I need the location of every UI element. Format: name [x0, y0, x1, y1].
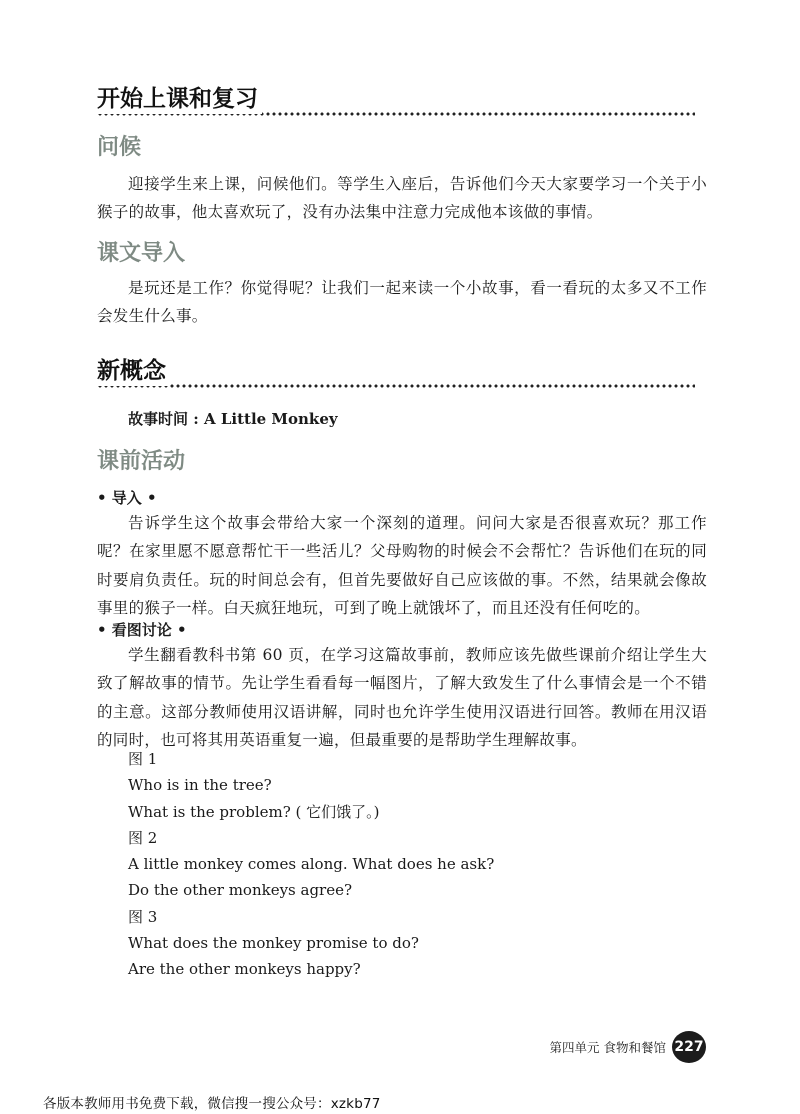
page-number-badge: 227 [672, 1031, 706, 1063]
list-item: What does the monkey promise to do? [128, 934, 419, 953]
dotted-rule [97, 384, 695, 388]
section-header-new-concepts [97, 356, 695, 390]
story-time-label: 故事时间 : A Little Monkey [128, 410, 338, 428]
pre-activities-heading: 课前活动 [97, 449, 186, 474]
intro-paragraph: 告诉学生这个故事会带给大家一个深刻的道理。问问大家是否很喜欢玩？那工作呢？在家里愿不愿意帮忙干一些活儿？父母购物的时候会不会帮忙？告诉他们在玩的同时要肩负责任。玩的时间总会有，但首先要做好自己应该做的事。不然，结果就会像故事里的猴子一样。白天疯狂地玩，可到了晚上就饿坏了，而且还没有任何吃的。 [97, 514, 707, 617]
list-item: A little monkey comes along. What does he ask? [128, 855, 495, 874]
list-item: Do the other monkeys agree? [128, 881, 353, 900]
question-list [128, 746, 494, 983]
list-item: What is the problem? ( 它们饿了。) [128, 802, 380, 821]
list-item: 图 3 [128, 907, 158, 926]
greeting-heading: 问候 [97, 135, 142, 160]
download-note: 各版本教师用书免费下载，微信搜一搜公众号：xzkb77 [43, 1096, 381, 1112]
list-item: 图 1 [128, 750, 158, 768]
section-header-warmup [97, 84, 695, 118]
lesson-intro-paragraph: 是玩还是工作？你觉得呢？让我们一起来读一个小故事，看一看玩的太多又不工作会发生什么事。 [97, 279, 707, 326]
section-title: 开始上课和复习 [97, 84, 262, 114]
picture-talk-paragraph: 学生翻看教科书第 60 页，在学习这篇故事前，教师应该先做些课前介绍让学生大致了解故事的情节。先让学生看看每一幅图片，了解大致发生了什么事情会是一个不错的主意。这部分教师使用汉语讲解，同时也允许学生使用汉语进行回答。教师在用汉语的同时，也可将其用英语重复一遍，但最重要的是帮助学生理解故事。 [97, 646, 707, 749]
unit-label: 第四单元 食物和餐馆 [549, 1040, 666, 1055]
lesson-intro-heading: 课文导入 [97, 241, 186, 266]
section-title: 新概念 [97, 356, 170, 386]
picture-talk-label: • 看图讨论 • [97, 621, 187, 639]
list-item: Who is in the tree? [128, 776, 272, 795]
greeting-paragraph: 迎接学生来上课，问候他们。等学生入座后，告诉他们今天大家要学习一个关于小猴子的故事，他太喜欢玩了，没有办法集中注意力完成他本该做的事情。 [97, 175, 707, 222]
list-item: 图 2 [128, 828, 158, 847]
page-footer [550, 1031, 706, 1063]
list-item: Are the other monkeys happy? [128, 960, 361, 979]
intro-label: • 导入 • [97, 489, 157, 507]
